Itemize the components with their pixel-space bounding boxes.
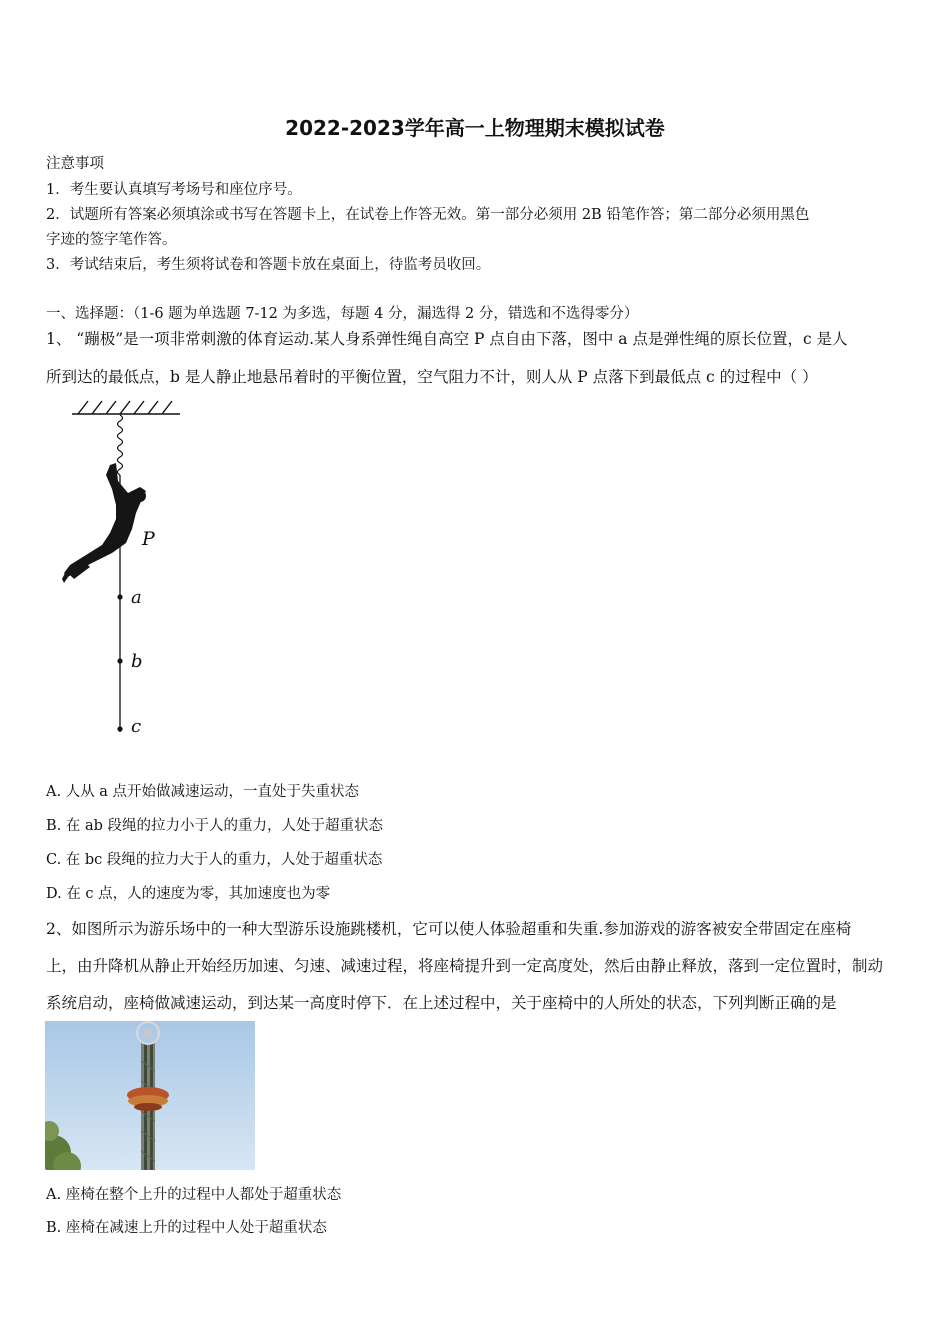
jumper-silhouette <box>62 463 146 583</box>
q1-option-d: D. 在 c 点，人的速度为零，其加速度也为零 <box>46 886 331 902</box>
question-1-line-2: 所到达的最低点，b 是人静止地悬吊着时的平衡位置，空气阻力不计，则人从 P 点落下到最低点 c 的过程中（ ） <box>46 368 818 386</box>
q1-option-a: A. 人从 a 点开始做减速运动，一直处于失重状态 <box>46 784 360 800</box>
question-2-line-1: 2、如图所示为游乐场中的一种大型游乐设施跳楼机，它可以使人体验超重和失重.参加游戏的游客被安全带固定在座椅 <box>46 920 852 938</box>
label-c: c <box>131 716 142 737</box>
question-1-line-1: 1、 “蹦极”是一项非常刺激的体育运动.某人身系弹性绳自高空 P 点自由下落，图中 a 点是弹性绳的原长位置，c 是人 <box>46 330 848 348</box>
point-c-dot <box>117 726 122 731</box>
question-2-line-2: 上，由升降机从静止开始经历加速、匀速、减速过程，将座椅提升到一定高度处，然后由静止释放，落到一定位置时，制动 <box>46 957 884 975</box>
ceiling-hatch <box>78 401 172 414</box>
label-p: P <box>142 528 155 550</box>
drop-tower-photo <box>45 1021 255 1170</box>
bungee-cord-coiled <box>118 415 123 475</box>
q1-option-b: B. 在 ab 段绳的拉力小于人的重力，人处于超重状态 <box>46 818 384 834</box>
notice-line-3: 字迹的签字笔作答。 <box>46 232 177 248</box>
notice-line-2: 2．试题所有答案必须填涂或书写在答题卡上，在试卷上作答无效。第一部分必须用 2B 铅笔作答；第二部分必须用黑色 <box>46 207 810 223</box>
point-a-dot <box>117 594 122 599</box>
notice-line-4: 3．考试结束后，考生须将试卷和答题卡放在桌面上，待监考员收回。 <box>46 257 491 273</box>
label-b: b <box>131 651 143 672</box>
section-heading: 一、选择题：（1-6 题为单选题 7-12 为多选，每题 4 分，漏选得 2 分，错选和不选得零分） <box>46 306 639 322</box>
notice-line-1: 1．考生要认真填写考场号和座位序号。 <box>46 182 302 198</box>
notice-heading: 注意事项 <box>46 156 104 172</box>
q2-option-a: A. 座椅在整个上升的过程中人都处于超重状态 <box>46 1187 342 1203</box>
page-title: 2022-2023学年高一上物理期末模拟试卷 <box>285 116 665 140</box>
label-a: a <box>131 587 142 608</box>
point-b-dot <box>117 658 122 663</box>
question-2-line-3: 系统启动，座椅做减速运动，到达某一高度时停下．在上述过程中，关于座椅中的人所处的状态，下列判断正确的是 <box>46 994 837 1012</box>
q1-option-c: C. 在 bc 段绳的拉力大于人的重力，人处于超重状态 <box>46 852 383 868</box>
bungee-figure <box>56 395 196 740</box>
q2-option-b: B. 座椅在减速上升的过程中人处于超重状态 <box>46 1220 327 1236</box>
